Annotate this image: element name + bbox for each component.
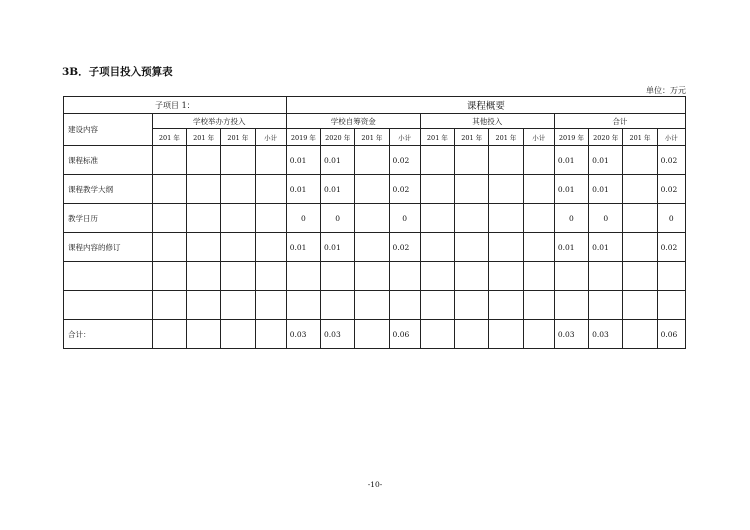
table-cell: 0.02 bbox=[389, 233, 420, 262]
table-cell bbox=[255, 320, 286, 349]
table-row bbox=[64, 291, 686, 320]
subheader-cell: 小计 bbox=[255, 129, 286, 146]
table-cell bbox=[589, 262, 623, 291]
subheader-cell: 2020 年 bbox=[589, 129, 623, 146]
table-cell bbox=[221, 204, 255, 233]
table-cell bbox=[420, 262, 454, 291]
table-cell bbox=[455, 262, 489, 291]
group-header-other: 其他投入 bbox=[420, 114, 554, 129]
table-cell bbox=[523, 262, 554, 291]
table-cell: 0.03 bbox=[286, 320, 320, 349]
table-cell bbox=[186, 146, 220, 175]
table-cell: 0.02 bbox=[657, 175, 685, 204]
subheader-cell: 201 年 bbox=[489, 129, 523, 146]
table-cell bbox=[186, 175, 220, 204]
table-cell bbox=[489, 146, 523, 175]
table-cell bbox=[523, 291, 554, 320]
table-cell bbox=[623, 320, 657, 349]
table-row bbox=[64, 320, 686, 349]
table-cell bbox=[186, 291, 220, 320]
table-cell bbox=[355, 291, 389, 320]
table-cell bbox=[152, 320, 186, 349]
table-cell bbox=[221, 320, 255, 349]
table-cell bbox=[221, 291, 255, 320]
table-cell: 0 bbox=[321, 204, 355, 233]
table-cell: 0.01 bbox=[554, 175, 588, 204]
subheader-cell: 2019 年 bbox=[554, 129, 588, 146]
table-cell: 0.01 bbox=[589, 175, 623, 204]
table-cell bbox=[152, 262, 186, 291]
overview-label: 课程概要 bbox=[286, 97, 685, 114]
table-cell bbox=[623, 146, 657, 175]
table-cell bbox=[623, 291, 657, 320]
table-cell bbox=[589, 291, 623, 320]
subheader-cell: 201 年 bbox=[455, 129, 489, 146]
table-cell bbox=[321, 291, 355, 320]
row-label: 教学日历 bbox=[64, 204, 153, 233]
subheader-cell: 201 年 bbox=[623, 129, 657, 146]
table-cell bbox=[355, 146, 389, 175]
table-cell bbox=[255, 146, 286, 175]
table-cell bbox=[355, 175, 389, 204]
table-cell bbox=[455, 320, 489, 349]
row-label: 课程内容的修订 bbox=[64, 233, 153, 262]
subheader-row bbox=[64, 129, 686, 146]
table-cell: 0.06 bbox=[657, 320, 685, 349]
table-cell: 0.02 bbox=[657, 233, 685, 262]
row-label: 合计： bbox=[64, 320, 153, 349]
table-cell: 0.01 bbox=[589, 233, 623, 262]
table-cell: 0.01 bbox=[321, 175, 355, 204]
table-cell: 0.02 bbox=[389, 175, 420, 204]
table-cell bbox=[286, 291, 320, 320]
table-cell bbox=[623, 233, 657, 262]
table-cell bbox=[489, 233, 523, 262]
table-row bbox=[64, 204, 686, 233]
table-cell bbox=[554, 262, 588, 291]
table-cell bbox=[489, 291, 523, 320]
table-cell bbox=[554, 291, 588, 320]
table-cell bbox=[221, 146, 255, 175]
table-cell: 0 bbox=[554, 204, 588, 233]
table-cell bbox=[455, 146, 489, 175]
subheader-cell: 201 年 bbox=[152, 129, 186, 146]
table-cell bbox=[657, 262, 685, 291]
table-cell bbox=[523, 233, 554, 262]
subproject-label: 子项目 1： bbox=[64, 97, 287, 114]
table-cell: 0.01 bbox=[286, 146, 320, 175]
unit-label: 单位：万元 bbox=[646, 86, 686, 95]
table-cell bbox=[186, 262, 220, 291]
budget-table bbox=[63, 96, 686, 349]
table-cell bbox=[186, 233, 220, 262]
table-cell: 0.01 bbox=[554, 146, 588, 175]
table-cell bbox=[152, 233, 186, 262]
row-header-build-content: 建设内容 bbox=[64, 114, 153, 146]
subheader-cell: 2020 年 bbox=[321, 129, 355, 146]
table-cell bbox=[420, 204, 454, 233]
group-header-sponsor: 学校举办方投入 bbox=[152, 114, 286, 129]
subheader-cell: 201 年 bbox=[186, 129, 220, 146]
table-cell bbox=[221, 175, 255, 204]
table-cell bbox=[455, 175, 489, 204]
table-cell bbox=[389, 291, 420, 320]
table-cell bbox=[420, 146, 454, 175]
table-cell bbox=[355, 262, 389, 291]
group-header-total: 合计 bbox=[554, 114, 685, 129]
row-label bbox=[64, 291, 153, 320]
table-cell bbox=[255, 262, 286, 291]
subheader-cell: 201 年 bbox=[420, 129, 454, 146]
table-cell bbox=[321, 262, 355, 291]
table-cell bbox=[420, 233, 454, 262]
table-cell: 0.03 bbox=[554, 320, 588, 349]
group-header-self-raised: 学校自筹资金 bbox=[286, 114, 420, 129]
table-cell: 0 bbox=[286, 204, 320, 233]
table-cell bbox=[186, 320, 220, 349]
table-cell bbox=[523, 146, 554, 175]
table-cell bbox=[523, 204, 554, 233]
subheader-cell: 201 年 bbox=[221, 129, 255, 146]
page-number: -10- bbox=[367, 480, 383, 489]
table-cell: 0.06 bbox=[389, 320, 420, 349]
table-cell: 0 bbox=[589, 204, 623, 233]
caption-row bbox=[64, 97, 686, 114]
table-row bbox=[64, 175, 686, 204]
table-cell: 0.03 bbox=[589, 320, 623, 349]
table-cell bbox=[523, 320, 554, 349]
table-cell bbox=[221, 262, 255, 291]
table-cell bbox=[489, 262, 523, 291]
table-cell bbox=[623, 204, 657, 233]
table-cell bbox=[255, 291, 286, 320]
group-header-row bbox=[64, 114, 686, 129]
table-title: 3B．子项目投入预算表 bbox=[62, 66, 173, 78]
row-label bbox=[64, 262, 153, 291]
row-label: 课程标准 bbox=[64, 146, 153, 175]
subheader-cell: 小计 bbox=[389, 129, 420, 146]
table-cell bbox=[355, 320, 389, 349]
table-cell bbox=[455, 204, 489, 233]
table-cell bbox=[489, 320, 523, 349]
table-cell bbox=[152, 291, 186, 320]
table-cell: 0.01 bbox=[286, 175, 320, 204]
table-cell bbox=[420, 291, 454, 320]
table-cell bbox=[152, 146, 186, 175]
table-cell bbox=[152, 204, 186, 233]
table-cell: 0 bbox=[389, 204, 420, 233]
subheader-cell: 小计 bbox=[523, 129, 554, 146]
table-cell bbox=[420, 320, 454, 349]
table-cell bbox=[389, 262, 420, 291]
table-cell: 0.03 bbox=[321, 320, 355, 349]
table-row bbox=[64, 233, 686, 262]
table-cell bbox=[255, 175, 286, 204]
table-cell bbox=[455, 233, 489, 262]
table-cell bbox=[523, 175, 554, 204]
table-cell: 0.02 bbox=[657, 146, 685, 175]
table-cell bbox=[455, 291, 489, 320]
table-cell bbox=[623, 175, 657, 204]
row-label: 课程教学大纲 bbox=[64, 175, 153, 204]
subheader-cell: 2019 年 bbox=[286, 129, 320, 146]
table-cell bbox=[221, 233, 255, 262]
table-cell bbox=[255, 233, 286, 262]
table-cell bbox=[489, 175, 523, 204]
table-cell bbox=[355, 233, 389, 262]
table-row bbox=[64, 146, 686, 175]
table-cell bbox=[420, 175, 454, 204]
table-cell: 0.01 bbox=[589, 146, 623, 175]
table-cell bbox=[489, 204, 523, 233]
table-cell bbox=[255, 204, 286, 233]
table-cell: 0.01 bbox=[321, 233, 355, 262]
table-cell bbox=[186, 204, 220, 233]
table-cell bbox=[355, 204, 389, 233]
table-cell bbox=[286, 262, 320, 291]
table-cell: 0 bbox=[657, 204, 685, 233]
table-row bbox=[64, 262, 686, 291]
table-cell: 0.01 bbox=[286, 233, 320, 262]
subheader-cell: 201 年 bbox=[355, 129, 389, 146]
table-cell bbox=[152, 175, 186, 204]
table-cell bbox=[623, 262, 657, 291]
table-cell: 0.01 bbox=[321, 146, 355, 175]
table-cell: 0.02 bbox=[389, 146, 420, 175]
table-cell bbox=[657, 291, 685, 320]
table-cell: 0.01 bbox=[554, 233, 588, 262]
subheader-cell: 小计 bbox=[657, 129, 685, 146]
